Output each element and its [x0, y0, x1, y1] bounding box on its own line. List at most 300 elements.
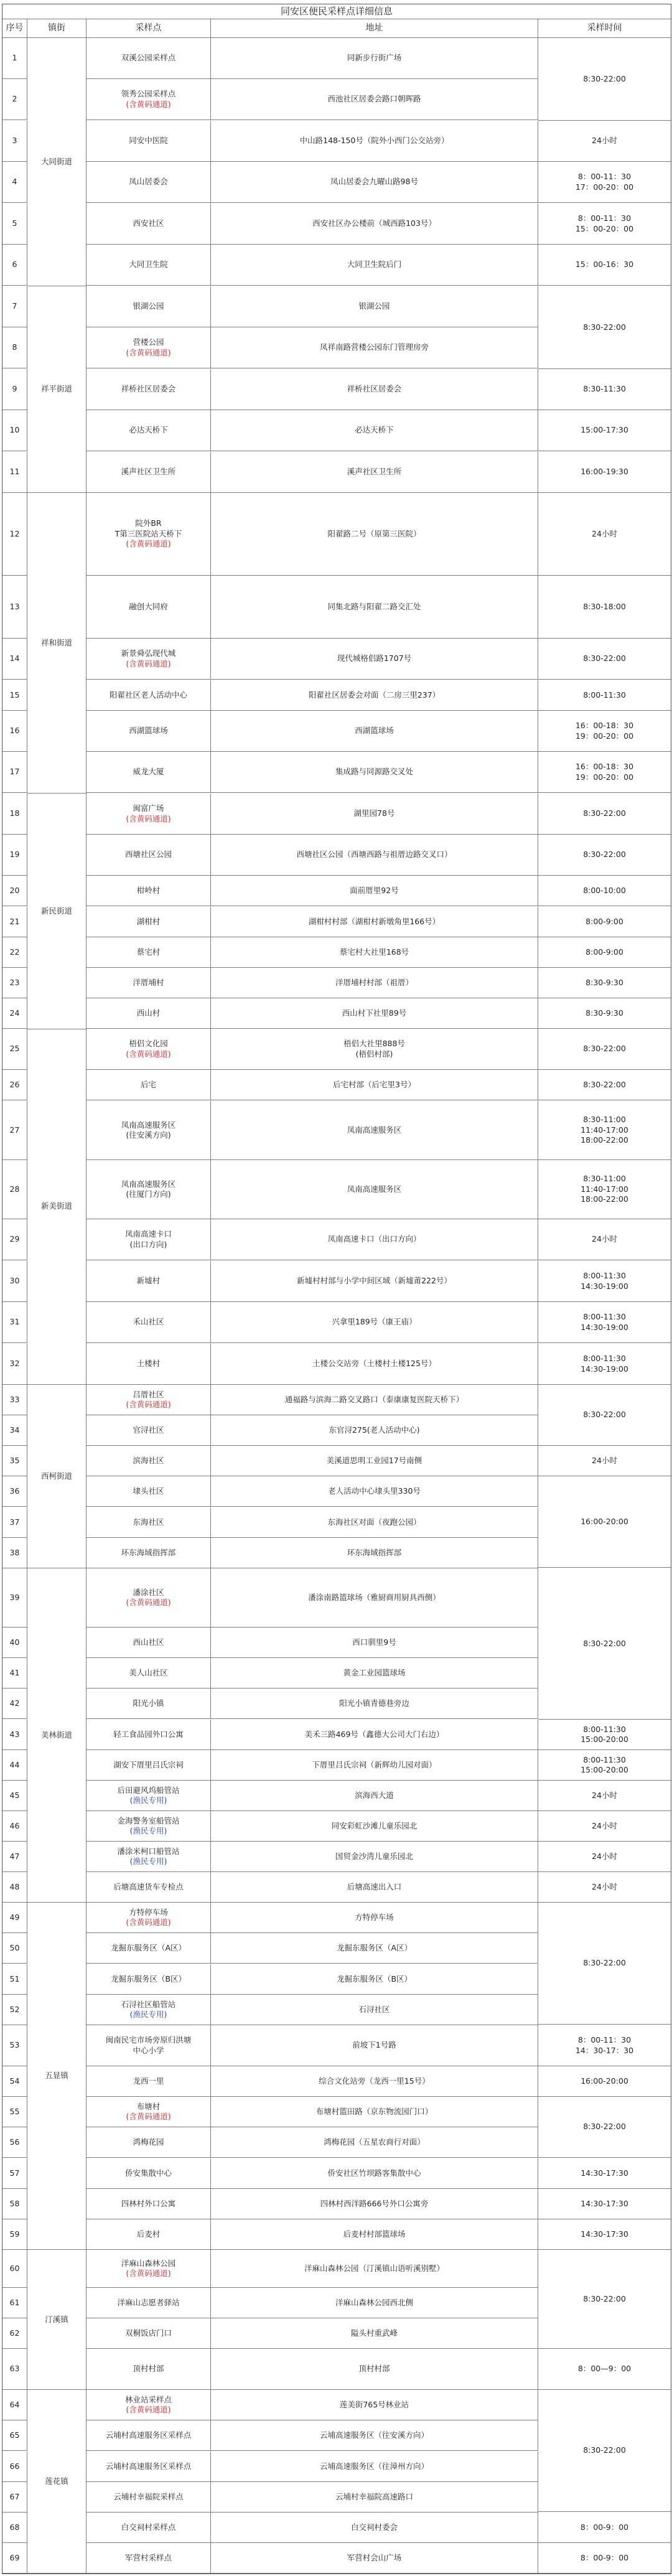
address — [211, 2452, 538, 2482]
address — [211, 752, 538, 793]
town-label: 汀溪镇 — [45, 2314, 68, 2324]
sampling-point-label: 环东海域指挥部 — [121, 1547, 176, 1557]
sampling-point-name — [86, 639, 211, 680]
address-label: 美溪道思明工业园17号南侧 — [326, 1455, 422, 1465]
address — [211, 1658, 538, 1688]
sampling-point-name — [86, 2543, 211, 2574]
address-label: 湖里园78号 — [353, 808, 395, 818]
sampling-time-label: 16：00-18：30 — [575, 762, 634, 771]
row-number — [2, 907, 27, 937]
sampling-point-name — [86, 2318, 211, 2349]
address-label: 后宅村部（后宅里3号） — [333, 1079, 416, 1089]
address-label: 兴拿里189号（康王庙） — [332, 1317, 417, 1327]
row-number — [2, 2420, 27, 2451]
town-cell — [27, 1903, 86, 2250]
sampling-point-name — [86, 1344, 211, 1385]
town-cell — [27, 286, 86, 493]
sampling-time — [538, 162, 671, 203]
sampling-time-label: 8:00-11:30 — [583, 1754, 626, 1764]
sampling-point-label: 布塘村 — [136, 2101, 161, 2111]
sampling-point-name — [86, 2288, 211, 2318]
row-number — [2, 369, 27, 410]
row-number-label: 5 — [12, 218, 17, 228]
sampling-point-label: 西塘社区公园 — [124, 850, 172, 859]
address — [211, 876, 538, 906]
address-label: 顶村村部 — [358, 2364, 390, 2374]
sampling-time-label: 8:30-22:00 — [583, 1410, 626, 1420]
town-label: 美林街道 — [40, 1730, 72, 1740]
column-header — [86, 19, 211, 38]
sampling-time — [538, 2025, 671, 2066]
sampling-point-name — [86, 2349, 211, 2390]
sampling-time-label: 19：00-20：00 — [575, 772, 634, 782]
address-label: 通福路与滨海二路交叉路口（泰康康复医院天桥下） — [284, 1394, 464, 1404]
sampling-time-label: 8：00-9：00 — [580, 2522, 629, 2532]
sampling-time — [538, 1476, 671, 1568]
sampling-time — [538, 286, 671, 369]
row-number-label: 13 — [9, 601, 20, 611]
row-number — [2, 1720, 27, 1750]
channel-note: (渔民专用) — [129, 2010, 167, 2019]
sampling-time-label: 15:00-17:30 — [581, 425, 628, 435]
row-number — [2, 2158, 27, 2189]
address — [211, 2288, 538, 2318]
row-number-label: 46 — [9, 1820, 20, 1830]
sampling-point-label: 潘涂米柯口船管站 — [117, 1846, 180, 1856]
address — [211, 1385, 538, 1415]
row-number — [2, 1261, 27, 1302]
address — [211, 1507, 538, 1538]
sampling-point-label: 阳翟社区老人活动中心 — [109, 690, 187, 700]
address-label: 面前厝里92号 — [350, 885, 399, 895]
sampling-time-label: 14:30-17:30 — [581, 2168, 628, 2178]
sampling-point-label: 西山村 — [136, 1008, 161, 1018]
sampling-time-label: 8:30-22:00 — [583, 653, 626, 663]
row-number — [2, 2127, 27, 2158]
address — [211, 204, 538, 245]
sampling-time-label: 18:00-22:00 — [581, 1135, 628, 1145]
sampling-time — [538, 1842, 671, 1872]
sampling-time-label: 8:30-18:00 — [583, 601, 626, 611]
row-number — [2, 639, 27, 680]
row-number-label: 11 — [9, 467, 20, 477]
address-label: 白交祠村委会 — [350, 2522, 398, 2532]
address-label: 龙掘东服务区（A区） — [336, 1942, 413, 1952]
sampling-point-label: 石浔社区船管站 — [121, 1999, 176, 2009]
sampling-point-label: 云埔村高速服务区采样点 — [105, 2461, 192, 2471]
row-number — [2, 1964, 27, 1995]
row-number — [2, 2482, 27, 2513]
address — [211, 835, 538, 876]
address — [211, 79, 538, 120]
address — [211, 1029, 538, 1070]
address — [211, 1261, 538, 1302]
row-number — [2, 1658, 27, 1688]
address-label: 银湖公园 — [358, 301, 390, 311]
sampling-time — [538, 1302, 671, 1343]
channel-note: (含黄码通道) — [126, 1049, 171, 1059]
column-header-label: 镇街 — [48, 23, 65, 34]
channel-note: (渔民专用) — [129, 1796, 167, 1805]
sampling-point-name — [86, 937, 211, 968]
row-number — [2, 38, 27, 79]
sampling-time-label: 8:30-22:00 — [583, 1958, 626, 1968]
row-number — [2, 2349, 27, 2390]
row-number — [2, 1476, 27, 1507]
address — [211, 711, 538, 752]
row-number-label: 68 — [9, 2522, 20, 2532]
sampling-time — [538, 711, 671, 752]
channel-note: (含黄码通道) — [126, 1598, 171, 1607]
row-number-label: 16 — [9, 726, 20, 736]
address-label: 洋麻山森林公园（汀溪镇山语听溪别墅） — [304, 2263, 444, 2273]
address-label: 综合文化站旁（龙西一里15号） — [319, 2076, 430, 2086]
sampling-time — [538, 1160, 671, 1219]
address — [211, 1933, 538, 1964]
address-label: 湖柑村村部（湖柑村新墩角里166号） — [308, 916, 441, 926]
row-number-label: 20 — [9, 885, 20, 895]
column-header — [2, 19, 27, 38]
row-number — [2, 1568, 27, 1628]
row-number — [2, 1070, 27, 1100]
row-number — [2, 680, 27, 711]
sampling-time-label: 24小时 — [592, 1881, 617, 1891]
sampling-point-label: 云埔村高速服务区采样点 — [105, 2430, 192, 2440]
address-label: 军营村会山广场 — [347, 2552, 402, 2562]
sampling-point-name — [86, 2452, 211, 2482]
row-number-label: 65 — [9, 2430, 20, 2440]
sampling-point-label: 银湖公园 — [133, 301, 164, 311]
row-number — [2, 79, 27, 120]
address-label: 阳翟社区居委会对面（二房三里237） — [308, 690, 441, 700]
row-number-label: 25 — [9, 1044, 20, 1054]
sampling-time-label: 8:00-11:30 — [583, 1312, 626, 1321]
address — [211, 2390, 538, 2420]
sampling-point-name — [86, 2127, 211, 2158]
sampling-time-label: 24小时 — [592, 1790, 617, 1800]
row-number-label: 4 — [12, 177, 17, 187]
sampling-point-label: (往厦门方向) — [126, 1189, 171, 1199]
row-number-label: 61 — [9, 2297, 20, 2307]
row-number — [2, 1628, 27, 1658]
sampling-point-name — [86, 1933, 211, 1964]
sampling-point-name — [86, 1538, 211, 1568]
sampling-point-name — [86, 1750, 211, 1781]
address-label: 新墟村村部与小学中间区域（新墟莆222号） — [297, 1276, 452, 1286]
row-number — [2, 410, 27, 451]
row-number-label: 26 — [9, 1079, 20, 1089]
sampling-time — [538, 907, 671, 937]
address — [211, 2420, 538, 2451]
row-number — [2, 876, 27, 906]
sampling-point-label: 营楼公园 — [133, 337, 164, 347]
row-number — [2, 1538, 27, 1568]
table-title — [2, 4, 671, 19]
address-label: 洋麻山森林公园西北侧 — [335, 2297, 413, 2307]
sampling-point-name — [86, 1070, 211, 1100]
sampling-point-label: 美人山社区 — [129, 1667, 168, 1677]
sampling-point-label: 西山社区 — [133, 1637, 164, 1647]
row-number-label: 51 — [9, 1974, 20, 1984]
sampling-time-label: 19：00-20：00 — [575, 731, 634, 741]
row-number-label: 44 — [9, 1759, 20, 1769]
row-number — [2, 1219, 27, 1260]
row-number-label: 55 — [9, 2106, 20, 2116]
sampling-point-label: 洋麻山志愿者驿站 — [117, 2297, 180, 2307]
sampling-point-label: 方特停车场 — [129, 1907, 168, 1917]
sampling-point-label: 新墟村 — [136, 1276, 161, 1286]
sampling-time-label: 16:00-19:30 — [581, 467, 628, 477]
town-label: 祥平街道 — [40, 384, 72, 394]
sampling-time — [538, 1344, 671, 1385]
town-label: 大同街道 — [40, 156, 72, 166]
address — [211, 937, 538, 968]
sampling-point-name — [86, 162, 211, 203]
sampling-point-name — [86, 1385, 211, 1415]
sampling-point-name — [86, 968, 211, 998]
sampling-point-name — [86, 680, 211, 711]
row-number-label: 67 — [9, 2491, 20, 2501]
sampling-time — [538, 204, 671, 245]
address-label: 前坡下1号路 — [352, 2040, 396, 2050]
address-label: 美禾三路469号（鑫德大公司大门右边） — [304, 1729, 444, 1739]
address — [211, 2158, 538, 2189]
row-number-label: 58 — [9, 2198, 20, 2208]
address-label: 方特停车场 — [355, 1912, 394, 1922]
address-label: 集成路与同源路交叉处 — [335, 767, 413, 777]
row-number-label: 64 — [9, 2399, 20, 2409]
channel-note: (含黄码通道) — [126, 2269, 171, 2278]
channel-note: (含黄码通道) — [126, 1918, 171, 1927]
page-title: 同安区便民采样点详细信息 — [280, 5, 393, 17]
address-label: 同安彩虹沙滩儿童乐园北 — [331, 1820, 418, 1830]
row-number — [2, 835, 27, 876]
sampling-point-label: 双溪公园采样点 — [121, 53, 176, 63]
sampling-time-label: 14:30-17:30 — [581, 2229, 628, 2239]
row-number-label: 7 — [12, 301, 17, 311]
row-number-label: 40 — [9, 1637, 20, 1647]
sampling-time-label: 8:30-22:00 — [583, 2293, 626, 2303]
row-number-label: 66 — [9, 2461, 20, 2471]
row-number — [2, 452, 27, 493]
row-number-label: 49 — [9, 1912, 20, 1922]
sampling-time — [538, 2066, 671, 2097]
address-label: 四林村西洋路666号外口公寓旁 — [320, 2198, 429, 2208]
sampling-point-name — [86, 998, 211, 1029]
sampling-time — [538, 835, 671, 876]
sampling-time-label: 11:40-17:00 — [581, 1184, 628, 1194]
sampling-time — [538, 410, 671, 451]
address — [211, 493, 538, 576]
sampling-point-name — [86, 1781, 211, 1811]
row-number — [2, 1995, 27, 2025]
address — [211, 1811, 538, 1842]
column-header-label: 采样时间 — [587, 23, 622, 34]
address — [211, 907, 538, 937]
sampling-point-name — [86, 711, 211, 752]
sampling-time — [538, 1070, 671, 1100]
sampling-time — [538, 2219, 671, 2250]
sampling-time-label: 8：00-11：30 — [577, 213, 632, 223]
sampling-point-label: 林业站采样点 — [124, 2394, 172, 2404]
address — [211, 1628, 538, 1658]
sampling-time-label: 15:00-20:00 — [581, 1735, 628, 1744]
sampling-time — [538, 968, 671, 998]
row-number — [2, 2189, 27, 2219]
sampling-time-label: 8:30-11:30 — [583, 384, 626, 394]
row-number — [2, 1101, 27, 1160]
address — [211, 1476, 538, 1507]
sampling-points-table — [2, 4, 671, 2574]
row-number-label: 31 — [9, 1317, 20, 1327]
address — [211, 2097, 538, 2127]
sampling-point-label: 龙掘东服务区（A区） — [110, 1942, 187, 1952]
sampling-point-label: 埭头社区 — [133, 1486, 164, 1496]
address — [211, 410, 538, 451]
address — [211, 2349, 538, 2390]
row-number — [2, 1385, 27, 1415]
sampling-point-label: 梧侣文化园 — [129, 1039, 168, 1048]
row-number — [2, 2025, 27, 2066]
sampling-time-label: 8:30-22:00 — [583, 850, 626, 859]
address — [211, 1720, 538, 1750]
sampling-point-label: 官浔社区 — [133, 1425, 164, 1435]
sampling-time-label: 8:00-9:00 — [586, 947, 623, 957]
sampling-point-label: 西湖篮球场 — [129, 726, 168, 736]
address — [211, 2219, 538, 2250]
sampling-point-label: 云埔村幸福院采样点 — [113, 2491, 184, 2501]
row-number — [2, 162, 27, 203]
sampling-point-label: 后塘高速货车专检点 — [113, 1881, 184, 1891]
sampling-point-label: 中心小学 — [133, 2045, 164, 2055]
address-label: 凤南高速服务区 — [347, 1184, 402, 1194]
sampling-time — [538, 1568, 671, 1720]
row-number-label: 36 — [9, 1486, 20, 1496]
sampling-point-label: 潘涂社区 — [133, 1587, 164, 1597]
town-cell — [27, 794, 86, 1029]
row-number-label: 1 — [12, 53, 17, 63]
row-number — [2, 1811, 27, 1842]
address — [211, 1344, 538, 1385]
sampling-point-label: 后宅 — [140, 1079, 156, 1089]
sampling-time-label: 16:00-20:00 — [581, 2076, 628, 2086]
row-number-label: 35 — [9, 1455, 20, 1465]
sampling-point-name — [86, 2066, 211, 2097]
sampling-time — [538, 2158, 671, 2189]
row-number — [2, 1160, 27, 1219]
sampling-point-label: 后麦村 — [136, 2229, 161, 2239]
sampling-point-name — [86, 794, 211, 835]
sampling-time-label: 8:30-22:00 — [583, 2445, 626, 2455]
sampling-time-label: 8:30-22:00 — [583, 322, 626, 332]
channel-note: (渔民专用) — [129, 1826, 167, 1835]
sampling-point-name — [86, 1872, 211, 1903]
row-number-label: 50 — [9, 1942, 20, 1952]
address — [211, 1750, 538, 1781]
sampling-time-label: 8：00-11：30 — [577, 2035, 632, 2044]
row-number-label: 37 — [9, 1517, 20, 1527]
row-number-label: 30 — [9, 1276, 20, 1286]
address — [211, 286, 538, 327]
column-header — [211, 19, 538, 38]
column-header-label: 采样点 — [135, 23, 162, 34]
sampling-point-label: (往安溪方向) — [126, 1130, 171, 1140]
row-number-label: 8 — [12, 342, 17, 352]
sampling-point-label: 融创大同府 — [129, 601, 168, 611]
sampling-time-label: 18:00-22:00 — [581, 1194, 628, 1204]
sampling-point-label: 大同卫生院 — [129, 260, 168, 269]
sampling-point-label: 土楼村 — [136, 1359, 161, 1369]
sampling-time — [538, 2349, 671, 2390]
address-label: 中山路148-150号（院外小西门公交站旁） — [299, 136, 449, 146]
sampling-point-name — [86, 1903, 211, 1933]
sampling-time-label: 14:30-19:00 — [581, 1364, 628, 1374]
address-label: 梧侣大社里888号 — [343, 1039, 405, 1048]
row-number — [2, 2390, 27, 2420]
sampling-point-name — [86, 286, 211, 327]
sampling-time-label: 17：00-20：00 — [575, 182, 634, 192]
address-label: 凤南高速卡口（出口方向） — [327, 1234, 421, 1244]
address-label: 国贸金沙湾儿童乐园北 — [335, 1851, 413, 1861]
sampling-point-name — [86, 1476, 211, 1507]
sampling-time-label: 8:00-11:30 — [583, 1354, 626, 1363]
row-number-label: 9 — [12, 384, 17, 394]
sampling-point-name — [86, 835, 211, 876]
sampling-time-label: 11:40-17:00 — [581, 1125, 628, 1135]
row-number — [2, 1029, 27, 1070]
town-label: 西柯街道 — [40, 1471, 72, 1481]
sampling-time-label: 8:30-22:00 — [583, 1638, 626, 1648]
sampling-time-label: 24小时 — [592, 1820, 617, 1830]
sampling-time — [538, 998, 671, 1029]
row-number-label: 41 — [9, 1667, 20, 1677]
sampling-time-label: 16：00-18：30 — [575, 721, 634, 730]
address-label: 同集北路与阳翟二路交汇处 — [327, 601, 421, 611]
sampling-time — [538, 38, 671, 121]
sampling-point-label: 柑岭村 — [136, 885, 161, 895]
row-number — [2, 2452, 27, 2482]
address-label: 溪声社区卫生所 — [347, 467, 402, 477]
channel-note: (渔民专用) — [129, 1857, 167, 1866]
sampling-point-name — [86, 2482, 211, 2513]
row-number — [2, 968, 27, 998]
address-label: 潘涂南路篮球场（雅厨商用厨具西侧） — [308, 1592, 441, 1602]
sampling-point-name — [86, 1811, 211, 1842]
column-header-label: 地址 — [365, 23, 383, 34]
row-number-label: 32 — [9, 1359, 20, 1369]
address-label: 现代城格侣路1707号 — [337, 653, 412, 663]
sampling-time — [538, 1750, 671, 1781]
row-number — [2, 2513, 27, 2543]
sampling-point-label: 金海警务室船管站 — [117, 1815, 180, 1825]
sampling-time-label: 8:30-22:00 — [583, 2122, 626, 2132]
address — [211, 794, 538, 835]
address — [211, 121, 538, 162]
row-number — [2, 1842, 27, 1872]
sampling-point-label: 轻工食品园外口公寓 — [113, 1729, 184, 1739]
row-number-label: 22 — [9, 947, 20, 957]
row-number-label: 53 — [9, 2040, 20, 2050]
address — [211, 452, 538, 493]
row-number-label: 29 — [9, 1234, 20, 1244]
row-number-label: 62 — [9, 2328, 20, 2338]
row-number — [2, 1933, 27, 1964]
row-number-label: 47 — [9, 1851, 20, 1861]
address-label: 西塘社区公园（西塘西路与祖厝边路交叉口） — [296, 850, 452, 859]
address-label: 必达天桥下 — [355, 425, 394, 435]
row-number-label: 56 — [9, 2137, 20, 2147]
address-label: (梧侣村部) — [355, 1049, 393, 1059]
